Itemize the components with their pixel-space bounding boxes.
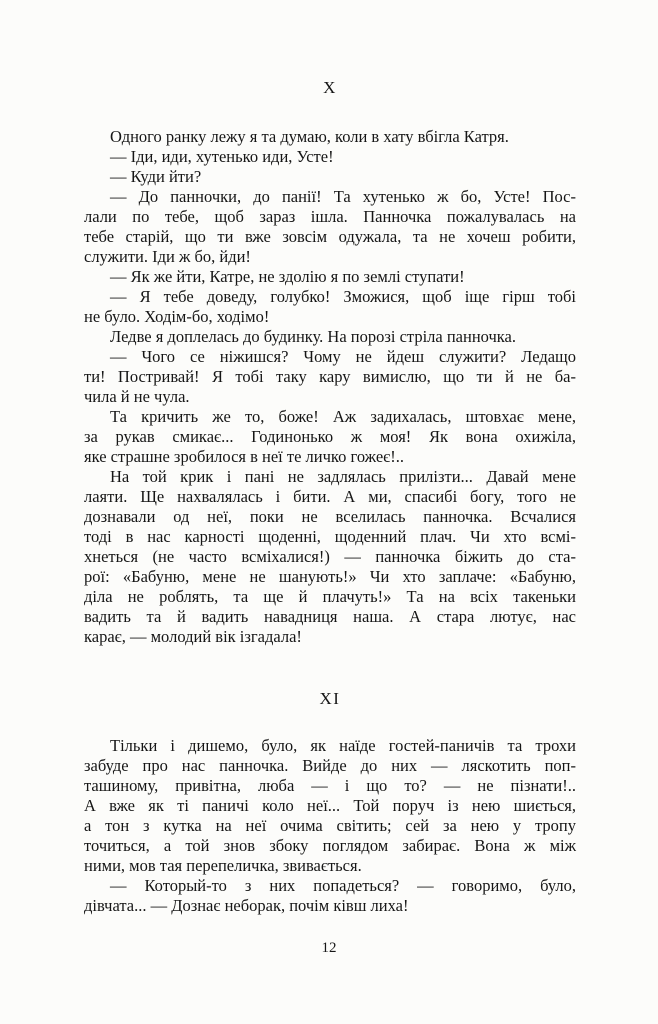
page-number: 12	[321, 940, 337, 956]
text-line: а тон з кутка на неї очима світить; сей за нею у тропу	[84, 816, 576, 835]
paragraph	[84, 347, 576, 407]
text-line: точиться, а той знов збоку поглядом забирає. Вона ж між	[84, 836, 576, 855]
text-line: А вже як ті паничі коло неї... Той поруч із нею шиється,	[84, 796, 576, 815]
chapter-heading: XI	[319, 689, 341, 708]
text-line: чила й не чула.	[84, 387, 190, 406]
text-line: ти! Постривай! Я тобі таку кару вимислю, що ти й не ба-	[84, 367, 576, 386]
text-line: — Который-то з них попадеться? — говоримо, було,	[110, 876, 576, 895]
text-line: На той крик і пані не задлялась прилізти... Давай мене	[110, 467, 576, 486]
text-line: служити. Іди ж бо, йди!	[84, 247, 251, 266]
chapter-heading: X	[323, 78, 337, 97]
text-line: рої: «Бабуню, мене не шанують!» Чи хто заплаче: «Бабуню,	[84, 567, 576, 586]
paragraph	[84, 167, 576, 187]
text-line: Ледве я доплелась до будинку. На порозі стріла панночка.	[110, 327, 517, 346]
text-line: вадить та й вадить навадниця наша. А стара лютує, нас	[84, 607, 576, 626]
paragraph	[84, 736, 576, 876]
text-line: Одного ранку лежу я та думаю, коли в хату вбігла Катря.	[110, 127, 509, 146]
paragraph	[84, 187, 576, 267]
paragraph	[84, 327, 576, 347]
text-line: карає, — молодий вік ізгадала!	[84, 627, 302, 646]
text-line: Тільки і дишемо, було, як наїде гостей-паничів та трохи	[110, 736, 576, 755]
text-line: дівчата... — Дознає неборак, почім ківш лиха!	[84, 896, 409, 915]
text-line: яке страшне зробилося в неї те личко гожеє!..	[84, 447, 404, 466]
text-line: Та кричить же то, боже! Аж задихалась, штовхає мене,	[110, 407, 576, 426]
text-line: — Я тебе доведу, голубко! Зможися, щоб іще гірш тобі	[110, 287, 576, 306]
page-content	[84, 78, 576, 916]
text-line: за рукав смикає... Годинонько ж моя! Як вона охижіла,	[84, 427, 576, 446]
text-line: — Іди, иди, хутенько иди, Усте!	[110, 147, 334, 166]
text-line: забуде про нас панночка. Вийде до них — ляскотить поп-	[84, 756, 576, 775]
text-line: — Чого се ніжишся? Чому не йдеш служити? Ледащо	[110, 347, 576, 366]
text-line: тебе старій, що ти вже зовсім одужала, та не хочеш робити,	[84, 227, 576, 246]
paragraph	[84, 147, 576, 167]
text-line: ними, мов тая перепеличка, звивається.	[84, 856, 362, 875]
paragraph	[84, 876, 576, 916]
text-line: ташиному, привітна, люба — і що то? — не пізнати!..	[84, 776, 576, 795]
paragraph	[84, 127, 576, 147]
paragraph	[84, 407, 576, 467]
text-line: лаяти. Ще нахвалялась і бити. А ми, спасибі богу, того не	[84, 487, 576, 506]
text-line: — До панночки, до панії! Та хутенько ж бо, Усте! Пос-	[110, 187, 576, 206]
paragraph	[84, 467, 576, 647]
text-line: — Як же йти, Катре, не здолію я по землі ступати!	[110, 267, 465, 286]
text-line: тоді в нас карності щоденні, щоденний плач. Чи хто всмі-	[84, 527, 576, 546]
text-line: лали по тебе, щоб зараз ішла. Панночка пожалувалась на	[84, 207, 576, 226]
paragraph	[84, 287, 576, 327]
text-line: хнеться (не часто всміхалися!) — панночка біжить до ста-	[84, 547, 576, 566]
paragraph	[84, 267, 576, 287]
text-line: — Куди йти?	[110, 167, 202, 186]
text-line: діла не роблять, та ще й плачуть!» Та на всіх такеньки	[84, 587, 576, 606]
text-line: дознавали од неї, поки не вселилась панночка. Всчалися	[84, 507, 576, 526]
text-line: не було. Ходім-бо, ходімо!	[84, 307, 270, 326]
